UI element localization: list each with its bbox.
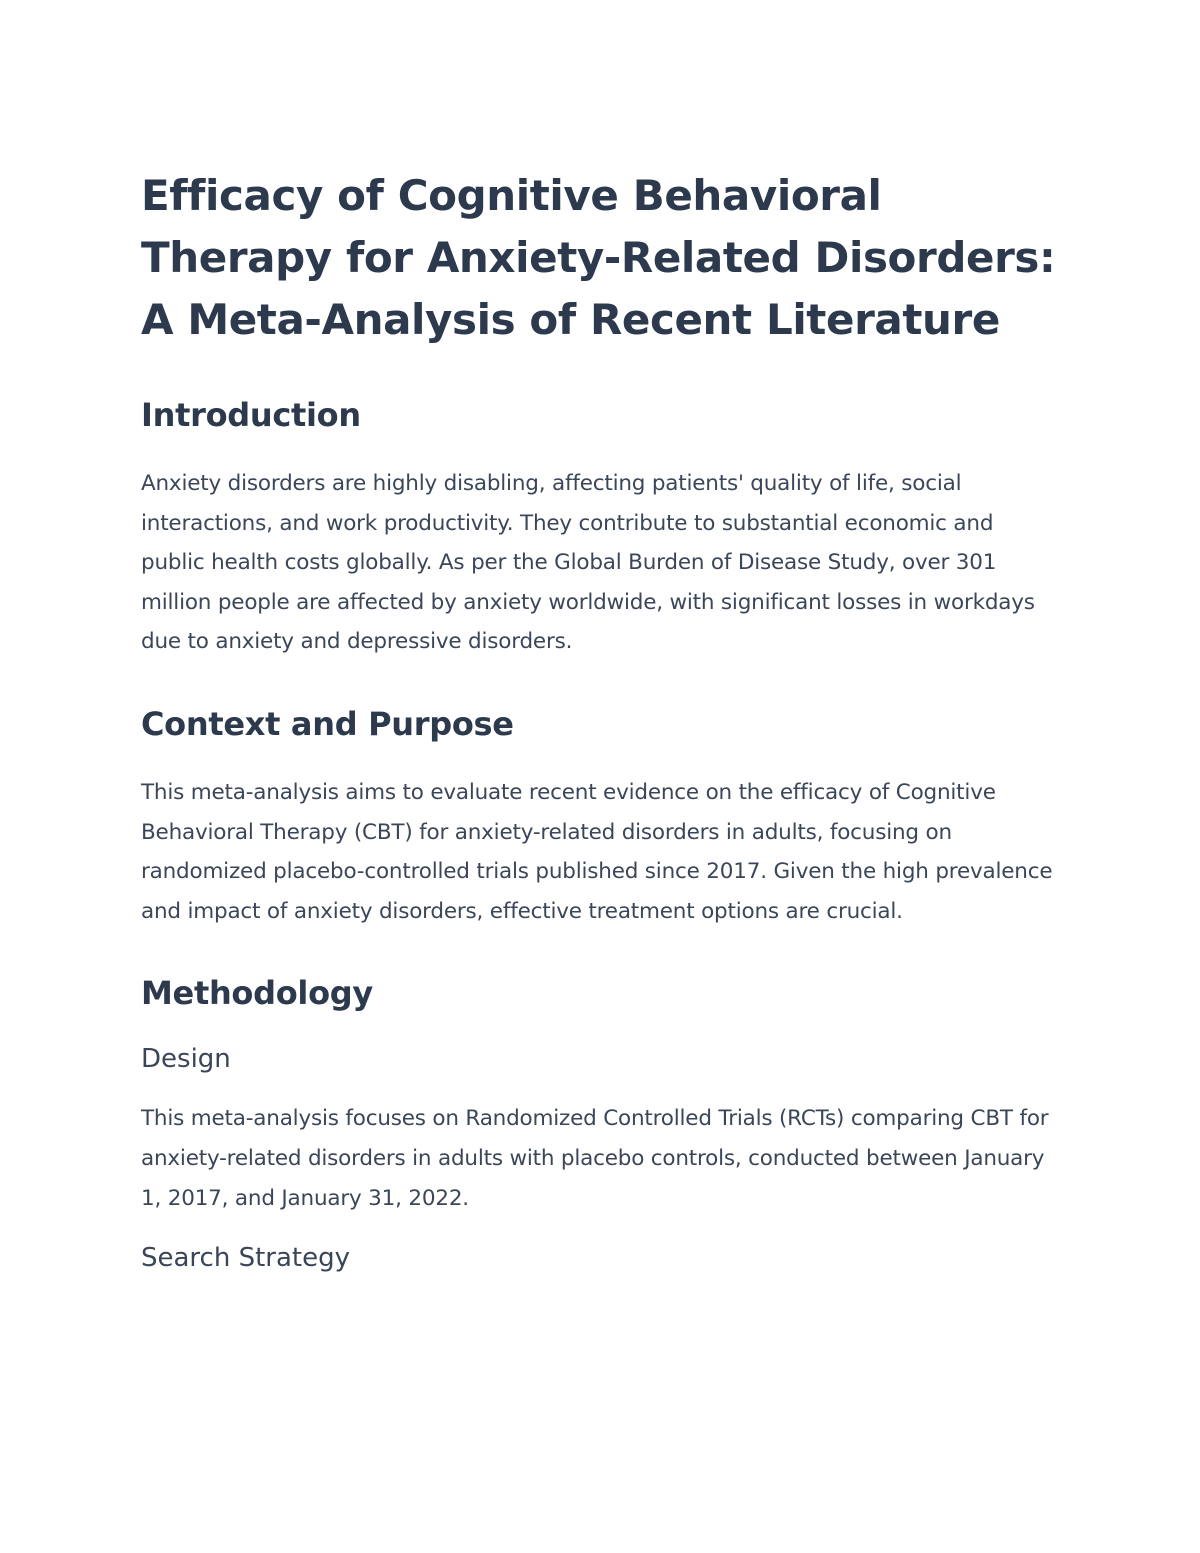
- document-title: Efficacy of Cognitive Behavioral Therapy for Anxiety-Related Disorders: A Meta-Analysis of Recent Literature: [141, 171, 1056, 344]
- heading-methodology: Methodology: [141, 974, 373, 1013]
- heading-context-and-purpose: Context and Purpose: [141, 704, 514, 743]
- subheading-design: Design: [141, 1044, 231, 1075]
- heading-introduction: Introduction: [141, 396, 361, 434]
- subheading-search-strategy: Search Strategy: [141, 1243, 350, 1274]
- paragraph-context-and-purpose: This meta-analysis aims to evaluate recent evidence on the efficacy of Cognitive Behavioral Therapy (CBT) for anxiety-related disorders in adults, focusing on randomized placebo-controlled trials published since 2017. Given the high prevalence and impact of anxiety disorders, effective treatment options are crucial.: [141, 779, 1053, 924]
- paragraph-introduction: Anxiety disorders are highly disabling, affecting patients' quality of life, social interactions, and work productivity. They contribute to substantial economic and public health costs globally. As per the Global Burden of Disease Study, over 301 million people are affected by anxiety worldwide, with significant losses in workdays due to anxiety and depressive disorders.: [141, 471, 1035, 655]
- paragraph-design: This meta-analysis focuses on Randomized Controlled Trials (RCTs) comparing CBT for anxiety-related disorders in adults with placebo controls, conducted between January 1, 2017, and January 31, 2022.: [141, 1106, 1049, 1211]
- document-page: [141, 165, 1061, 1276]
